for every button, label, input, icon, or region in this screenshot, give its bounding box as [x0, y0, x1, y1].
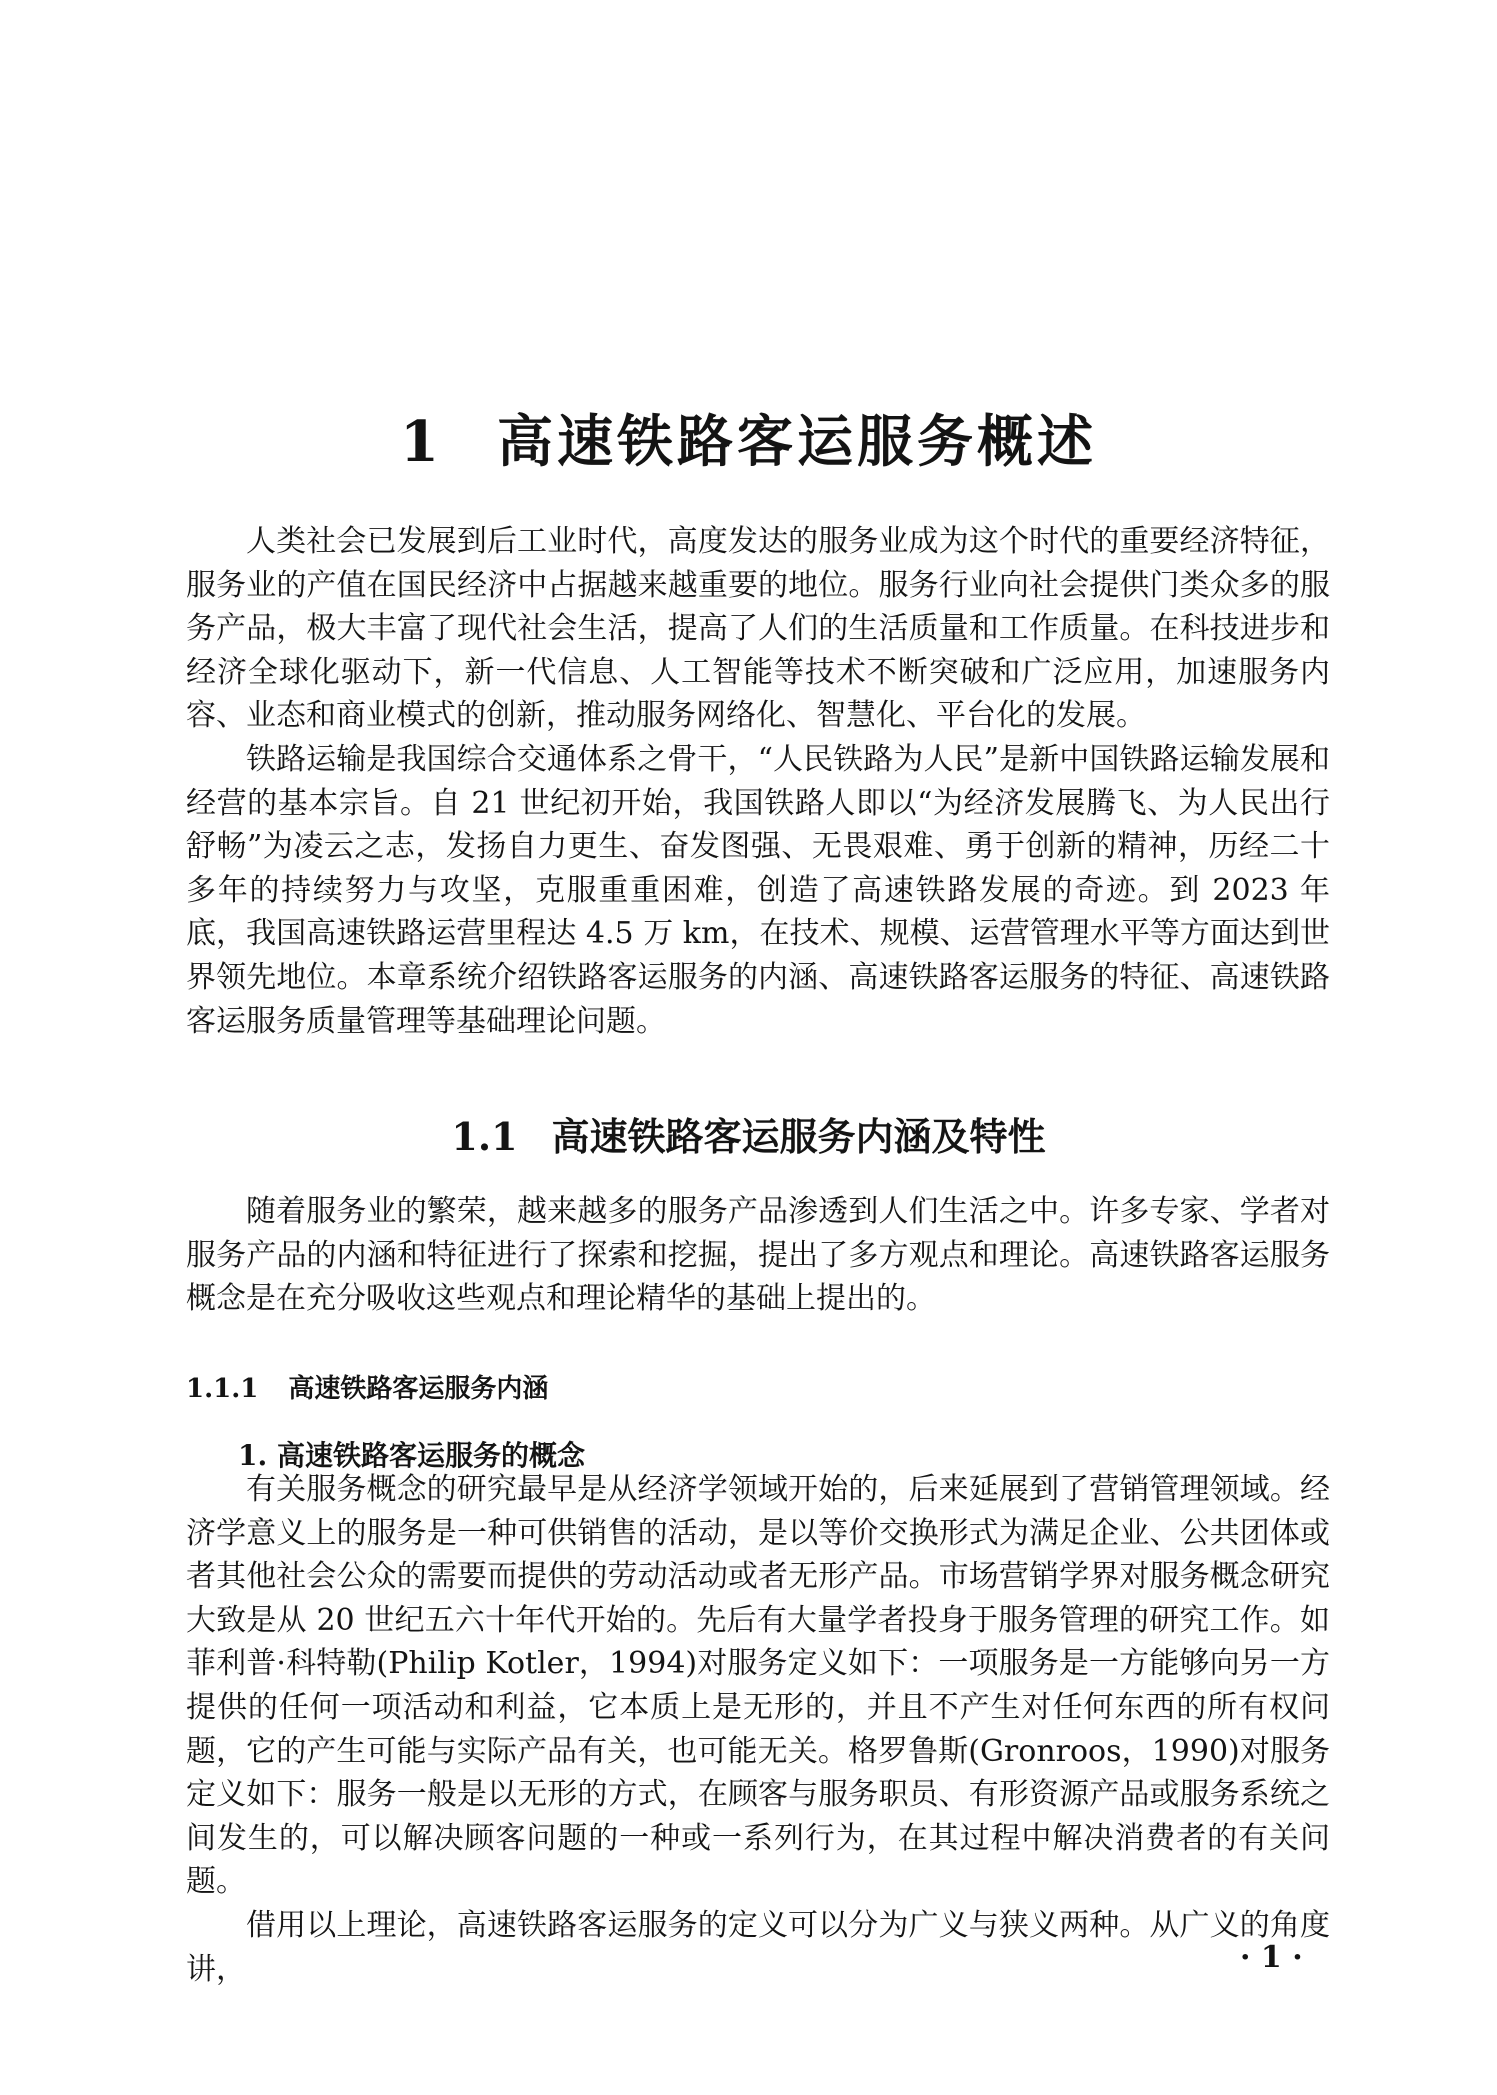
- intro-text: [186, 520, 1330, 1043]
- section-title: [0, 1106, 1497, 1161]
- intro-paragraph-2: 铁路运输是我国综合交通体系之骨干，“人民铁路为人民”是新中国铁路运输发展和经营的基本宗旨。自 21 世纪初开始，我国铁路人即以“为经济发展腾飞、为人民出行舒畅”为凌云之志，发扬自力更生、奋发图强、无畏艰难、勇于创新的精神，历经二十多年的持续努力与攻坚，克服重重困难，创造了高速铁路发展的奇迹。到 2023 年底，我国高速铁路运营里程达 4.5 万 km，在技术、规模、运营管理水平等方面达到世界领先地位。本章系统介绍铁路客运服务的内涵、高速铁路客运服务的特征、高速铁路客运服务质量管理等基础理论问题。: [186, 741, 1330, 1039]
- item-title: 1. 高速铁路客运服务的概念: [238, 1439, 585, 1472]
- section-number: 1.1: [451, 1114, 518, 1159]
- chapter-title: [0, 398, 1497, 478]
- subsection-title: [186, 1368, 548, 1405]
- subsection-title-text: 高速铁路客运服务内涵: [288, 1374, 549, 1404]
- item-paragraph-2: 借用以上理论，高速铁路客运服务的定义可以分为广义与狭义两种。从广义的角度讲，: [186, 1907, 1330, 1987]
- section-title-text: 高速铁路客运服务内涵及特性: [551, 1114, 1046, 1159]
- chapter-number: 1: [400, 409, 443, 475]
- item-body-text: [186, 1468, 1330, 1991]
- intro-paragraph-1: 人类社会已发展到后工业时代，高度发达的服务业成为这个时代的重要经济特征，服务业的产值在国民经济中占据越来越重要的地位。服务行业向社会提供门类众多的服务产品，极大丰富了现代社会生活，提高了人们的生活质量和工作质量。在科技进步和经济全球化驱动下，新一代信息、人工智能等技术不断突破和广泛应用，加速服务内容、业态和商业模式的创新，推动服务网络化、智慧化、平台化的发展。: [186, 524, 1330, 734]
- section-intro-text: [186, 1190, 1330, 1321]
- chapter-title-text: 高速铁路客运服务概述: [496, 409, 1097, 475]
- item-paragraph-1: 有关服务概念的研究最早是从经济学领域开始的，后来延展到了营销管理领域。经济学意义上的服务是一种可供销售的活动，是以等价交换形式为满足企业、公共团体或者其他社会公众的需要而提供的劳动活动或者无形产品。市场营销学界对服务概念研究大致是从 20 世纪五六十年代开始的。先后有大量学者投身于服务管理的研究工作。如菲利普·科特勒(Philip Kotler，1994)对服务定义如下：一项服务是一方能够向另一方提供的任何一项活动和利益，它本质上是无形的，并且不产生对任何东西的所有权问题，它的产生可能与实际产品有关，也可能无关。格罗鲁斯(Gronroos，1990)对服务定义如下：服务一般是以无形的方式，在顾客与服务职员、有形资源产品或服务系统之间发生的，可以解决顾客问题的一种或一系列行为，在其过程中解决消费者的有关问题。: [186, 1472, 1330, 1900]
- subsection-number: 1.1.1: [186, 1374, 259, 1404]
- page-number: · 1 ·: [1240, 1940, 1303, 1975]
- section-paragraph: 随着服务业的繁荣，越来越多的服务产品渗透到人们生活之中。许多专家、学者对服务产品的内涵和特征进行了探索和挖掘，提出了多方观点和理论。高速铁路客运服务概念是在充分吸收这些观点和理论精华的基础上提出的。: [186, 1194, 1330, 1317]
